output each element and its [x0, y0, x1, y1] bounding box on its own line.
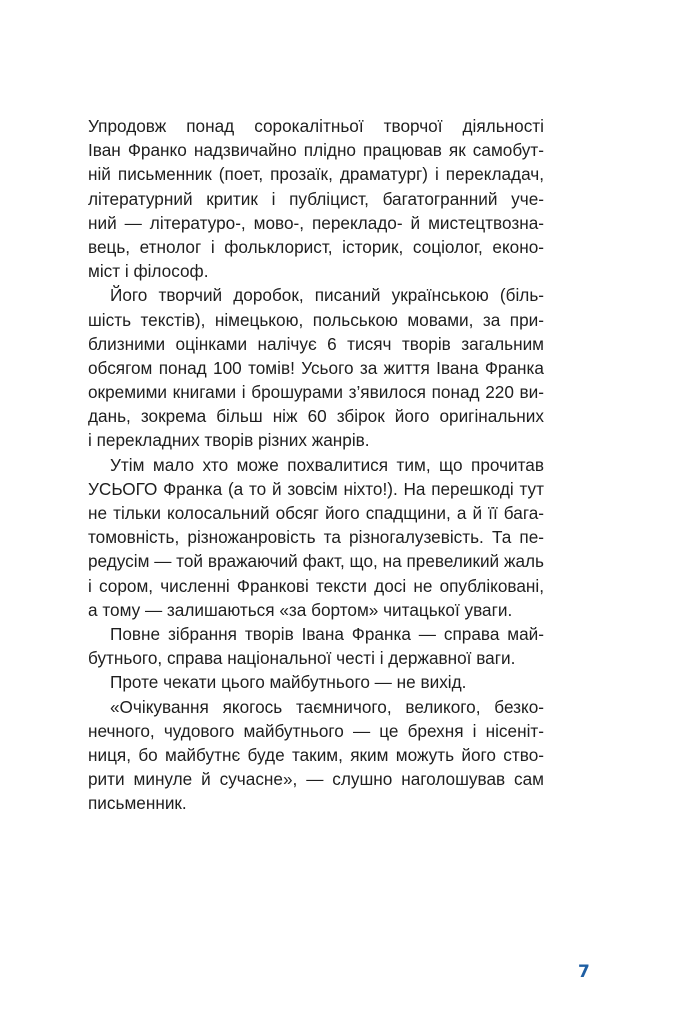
- text-line: ний — літературо-, мово-, перекладо- й мистецтвозна-: [88, 212, 544, 233]
- body-text: [88, 114, 544, 815]
- paragraph: [88, 695, 544, 816]
- text-line: міст і філософ.: [88, 261, 209, 282]
- text-line: Іван Франко надзвичайно плідно працював як самобут-: [88, 140, 544, 161]
- text-line: літературний критик і публіцист, багатогранний уче-: [88, 188, 544, 209]
- text-line: шість текстів), німецькою, польською мовами, за при-: [88, 309, 544, 330]
- text-line: Повне зібрання творів Івана Франка — справа май-: [110, 623, 544, 644]
- paragraph: [88, 283, 544, 452]
- text-line: «Очікування якогось таємничого, великого, безко-: [110, 696, 544, 717]
- text-line: окремими книгами і брошурами з’явилося понад 220 ви-: [88, 382, 544, 403]
- text-line: обсягом понад 100 томів! Усього за життя Івана Франка: [88, 357, 544, 378]
- paragraph: [88, 622, 544, 670]
- text-line: і сором, численні Франкові тексти досі не опубліковані,: [88, 575, 544, 596]
- paragraph: [88, 670, 544, 694]
- text-line: редусім — той вражаючий факт, що, на превеликий жаль: [88, 551, 544, 572]
- text-line: нечного, чудового майбутнього — це брехня і нісеніт-: [88, 720, 544, 741]
- paragraph: [88, 453, 544, 622]
- page-number: 7: [578, 962, 590, 982]
- text-line: близними оцінками налічує 6 тисяч творів загальним: [88, 333, 544, 354]
- text-line: Проте чекати цього майбутнього — не вихід.: [110, 672, 467, 693]
- text-line: бутнього, справа національної честі і державної ваги.: [88, 648, 516, 669]
- text-line: ній письменник (поет, прозаїк, драматург) і перекладач,: [88, 164, 544, 185]
- text-line: Упродовж понад сорокалітньої творчої діяльності: [88, 116, 544, 136]
- text-line: Його творчий доробок, писаний українською (біль-: [110, 285, 544, 306]
- paragraph: [88, 114, 544, 283]
- text-line: письменник.: [88, 793, 187, 814]
- text-line: а тому — залишаються «за бортом» читацької уваги.: [88, 599, 513, 620]
- text-line: не тільки колосальний обсяг його спадщини, а й її бага-: [88, 503, 544, 523]
- text-line: вець, етнолог і фольклорист, історик, соціолог, еконо-: [88, 236, 544, 257]
- text-line: і перекладних творів різних жанрів.: [88, 430, 370, 451]
- text-line: УСЬОГО Франка (а то й зовсім ніхто!). На перешкоді тут: [88, 478, 544, 499]
- text-line: ниця, бо майбутнє буде таким, яким можуть його ство-: [88, 744, 544, 765]
- text-line: томовність, різножанровість та різногалузевість. Та пе-: [88, 527, 544, 548]
- text-line: дань, зокрема більш ніж 60 збірок його оригінальних: [88, 406, 544, 427]
- text-line: рити минуле й сучасне», — слушно наголошував сам: [88, 769, 544, 790]
- text-line: Утім мало хто може похвалитися тим, що прочитав: [110, 454, 544, 475]
